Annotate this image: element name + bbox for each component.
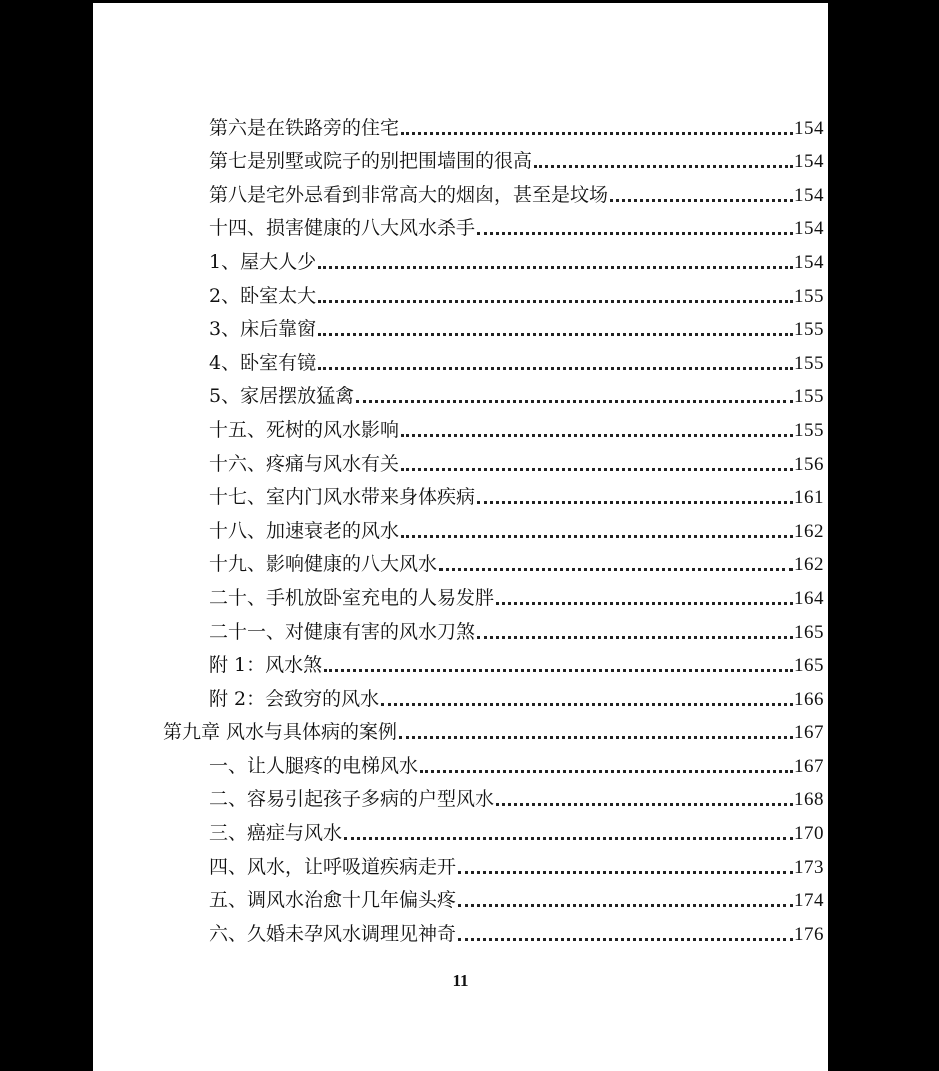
toc-entry-title: 十七、室内门风水带来身体疾病 <box>209 486 476 509</box>
toc-entry <box>93 341 828 375</box>
dot-leader <box>477 491 793 504</box>
dot-leader <box>399 726 793 739</box>
toc-entry-title: 第八是宅外忌看到非常高大的烟囱，甚至是坟场 <box>209 183 609 206</box>
toc-entry <box>93 207 828 241</box>
toc-entry-page: 155 <box>794 285 824 307</box>
toc-entry-title: 一、让人腿疼的电梯风水 <box>209 754 419 777</box>
toc-entry-page: 156 <box>794 453 824 475</box>
toc-entry-title: 十九、影响健康的八大风水 <box>209 553 438 576</box>
toc-entry <box>93 476 828 510</box>
toc-entry-title: 六、久婚未孕风水调理见神奇 <box>209 922 457 945</box>
toc-entry-page: 174 <box>794 890 824 912</box>
toc-entry <box>93 408 828 442</box>
toc-entry-page: 166 <box>794 688 824 710</box>
toc-entry-title: 2、卧室太大 <box>209 284 317 307</box>
toc-entry <box>93 308 828 342</box>
dot-leader <box>324 659 793 672</box>
toc-entry-page: 155 <box>794 319 824 341</box>
toc-entry-page: 173 <box>794 856 824 878</box>
toc-entry <box>93 610 828 644</box>
dot-leader <box>318 290 793 303</box>
toc-entry-page: 154 <box>794 151 824 173</box>
toc-entry-title: 第九章 风水与具体病的案例 <box>163 721 398 744</box>
toc-entry-title: 二十一、对健康有害的风水刀煞 <box>209 620 476 643</box>
toc-entry-title: 4、卧室有镜 <box>209 351 317 374</box>
toc-entry-page: 155 <box>794 352 824 374</box>
dot-leader <box>401 458 793 471</box>
page-number: 11 <box>452 971 469 990</box>
toc-entry-page: 162 <box>794 520 824 542</box>
toc-entry-title: 5、家居摆放猛禽 <box>209 385 355 408</box>
toc-entry <box>93 442 828 476</box>
toc-entry <box>93 811 828 845</box>
toc-entry <box>93 744 828 778</box>
toc-entry-page: 170 <box>794 823 824 845</box>
toc-entry-page: 154 <box>794 117 824 139</box>
toc-entry-title: 1、屋大人少 <box>209 250 317 273</box>
dot-leader <box>458 861 793 874</box>
toc-entry <box>93 543 828 577</box>
toc-entry <box>93 912 828 946</box>
toc-entry-title: 十八、加速衰老的风水 <box>209 519 400 542</box>
dot-leader <box>318 256 793 269</box>
toc-entry-page: 176 <box>794 923 824 945</box>
dot-leader <box>496 793 793 806</box>
toc-entry <box>93 173 828 207</box>
dot-leader <box>318 357 793 370</box>
dot-leader <box>477 626 793 639</box>
document-page <box>93 3 828 1071</box>
toc-entry-page: 154 <box>794 218 824 240</box>
dot-leader <box>381 693 793 706</box>
toc-entry-title: 十四、损害健康的八大风水杀手 <box>209 217 476 240</box>
toc-entry-page: 154 <box>794 184 824 206</box>
dot-leader <box>401 525 793 538</box>
toc-entry-page: 167 <box>794 755 824 777</box>
toc-entry-title: 十六、疼痛与风水有关 <box>209 452 400 475</box>
toc-chapter-entry <box>93 711 828 745</box>
toc-entry-page: 161 <box>794 487 824 509</box>
toc-entry <box>93 677 828 711</box>
toc-entry-page: 165 <box>794 655 824 677</box>
toc-entry <box>93 644 828 678</box>
dot-leader <box>439 558 793 571</box>
dot-leader <box>477 222 793 235</box>
toc-entry-page: 165 <box>794 621 824 643</box>
toc-entry <box>93 375 828 409</box>
toc-entry <box>93 778 828 812</box>
dot-leader <box>318 323 793 336</box>
table-of-contents <box>93 106 828 946</box>
toc-entry <box>93 576 828 610</box>
toc-entry-title: 第七是别墅或院子的别把围墙围的很高 <box>209 150 533 173</box>
toc-entry-title: 附 2：会致穷的风水 <box>209 687 380 710</box>
dot-leader <box>344 827 793 840</box>
dot-leader <box>496 592 793 605</box>
toc-entry <box>93 509 828 543</box>
toc-entry <box>93 879 828 913</box>
toc-entry <box>93 106 828 140</box>
toc-entry <box>93 240 828 274</box>
toc-entry-title: 附 1：风水煞 <box>209 654 323 677</box>
toc-entry-title: 第六是在铁路旁的住宅 <box>209 116 400 139</box>
dot-leader <box>401 122 793 135</box>
toc-entry-page: 155 <box>794 419 824 441</box>
dot-leader <box>420 760 793 773</box>
toc-entry-title: 四、风水，让呼吸道疾病走开 <box>209 855 457 878</box>
toc-entry <box>93 274 828 308</box>
toc-entry-title: 十五、死树的风水影响 <box>209 418 400 441</box>
toc-entry-page: 154 <box>794 251 824 273</box>
dot-leader <box>458 928 793 941</box>
toc-entry-title: 3、床后靠窗 <box>209 318 317 341</box>
toc-entry-page: 162 <box>794 554 824 576</box>
toc-entry-page: 155 <box>794 386 824 408</box>
toc-entry-title: 五、调风水治愈十几年偏头疼 <box>209 889 457 912</box>
dot-leader <box>356 390 793 403</box>
dot-leader <box>534 155 793 168</box>
toc-entry-page: 167 <box>794 722 824 744</box>
dot-leader <box>458 894 793 907</box>
toc-entry-title: 三、癌症与风水 <box>209 822 343 845</box>
dot-leader <box>401 424 793 437</box>
toc-entry-page: 168 <box>794 789 824 811</box>
dot-leader <box>610 189 793 202</box>
toc-entry-title: 二十、手机放卧室充电的人易发胖 <box>209 586 495 609</box>
toc-entry <box>93 845 828 879</box>
toc-entry-title: 二、容易引起孩子多病的户型风水 <box>209 788 495 811</box>
toc-entry-page: 164 <box>794 587 824 609</box>
toc-entry <box>93 140 828 174</box>
